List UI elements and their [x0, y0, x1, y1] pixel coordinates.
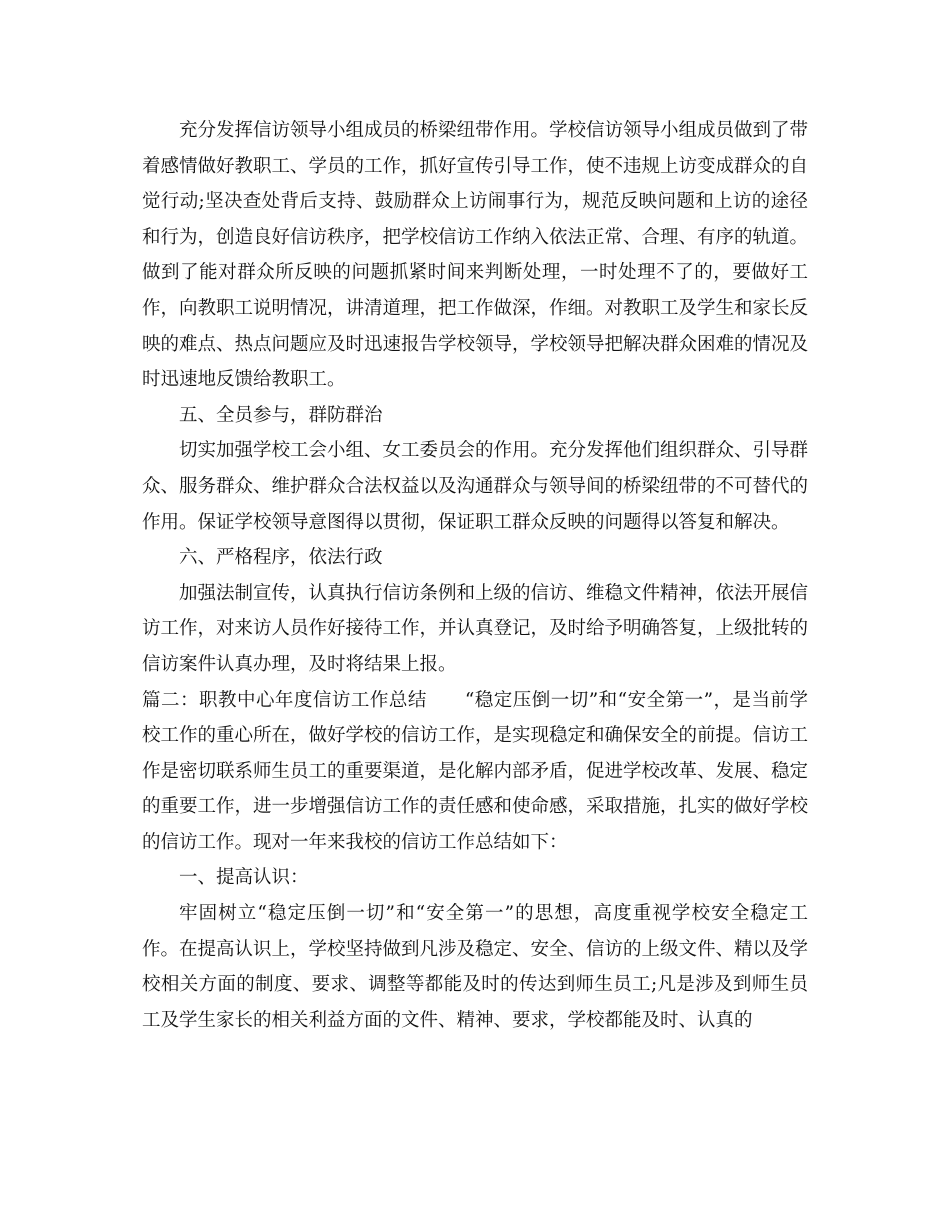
heading-section-six: 六、严格程序，依法行政: [179, 547, 383, 569]
heading-section-five: 五、全员参与，群防群治: [179, 404, 383, 426]
document-body: [142, 113, 808, 1038]
paragraph-raise-awareness: 牢固树立“稳定压倒一切”和“安全第一”的思想，高度重视学校安全稳定工作。在提高认识上，学校坚持做到凡涉及稳定、安全、信访的上级文件、精以及学校相关方面的制度、要求、调整等都能及时的传达到师生员工;凡是涉及到师生员工及学生家长的相关利益方面的文件、精神、要求，学校都能及时、认真的: [142, 903, 809, 1031]
paragraph-part-two-intro: 篇二：职教中心年度信访工作总结 “稳定压倒一切”和“安全第一”，是当前学校工作的重心所在，做好学校的信访工作，是实现稳定和确保安全的前提。信访工作是密切联系师生员工的重要渠道，是化解内部矛盾，促进学校改革、发展、稳定的重要工作，进一步增强信访工作的责任感和使命感，采取措施，扎实的做好学校的信访工作。现对一年来我校的信访工作总结如下：: [142, 689, 809, 853]
paragraph-bridge-role: 充分发挥信访领导小组成员的桥梁纽带作用。学校信访领导小组成员做到了带着感情做好教职工、学员的工作，抓好宣传引导工作，使不违规上访变成群众的自觉行动;坚决查处背后支持、鼓励群众上访闹事行为，规范反映问题和上访的途径和行为，创造良好信访秩序，把学校信访工作纳入依法正常、合理、有序的轨道。做到了能对群众所反映的问题抓紧时间来判断处理，一时处理不了的，要做好工作，向教职工说明情况，讲清道理，把工作做深，作细。对教职工及学生和家长反映的难点、热点问题应及时迅速报告学校领导，学校领导把解决群众困难的情况及时迅速地反馈给教职工。: [142, 120, 809, 391]
paragraph-legal-publicity: 加强法制宣传，认真执行信访条例和上级的信访、维稳文件精神，依法开展信访工作，对来访人员作好接待工作，并认真登记，及时给予明确答复，上级批转的信访案件认真办理，及时将结果上报。: [142, 582, 809, 675]
heading-section-one: 一、提高认识：: [179, 867, 309, 889]
paragraph-union-role: 切实加强学校工会小组、女工委员会的作用。充分发挥他们组织群众、引导群众、服务群众、维护群众合法权益以及沟通群众与领导间的桥梁纽带的不可替代的作用。保证学校领导意图得以贯彻，保证职工群众反映的问题得以答复和解决。: [142, 440, 809, 533]
